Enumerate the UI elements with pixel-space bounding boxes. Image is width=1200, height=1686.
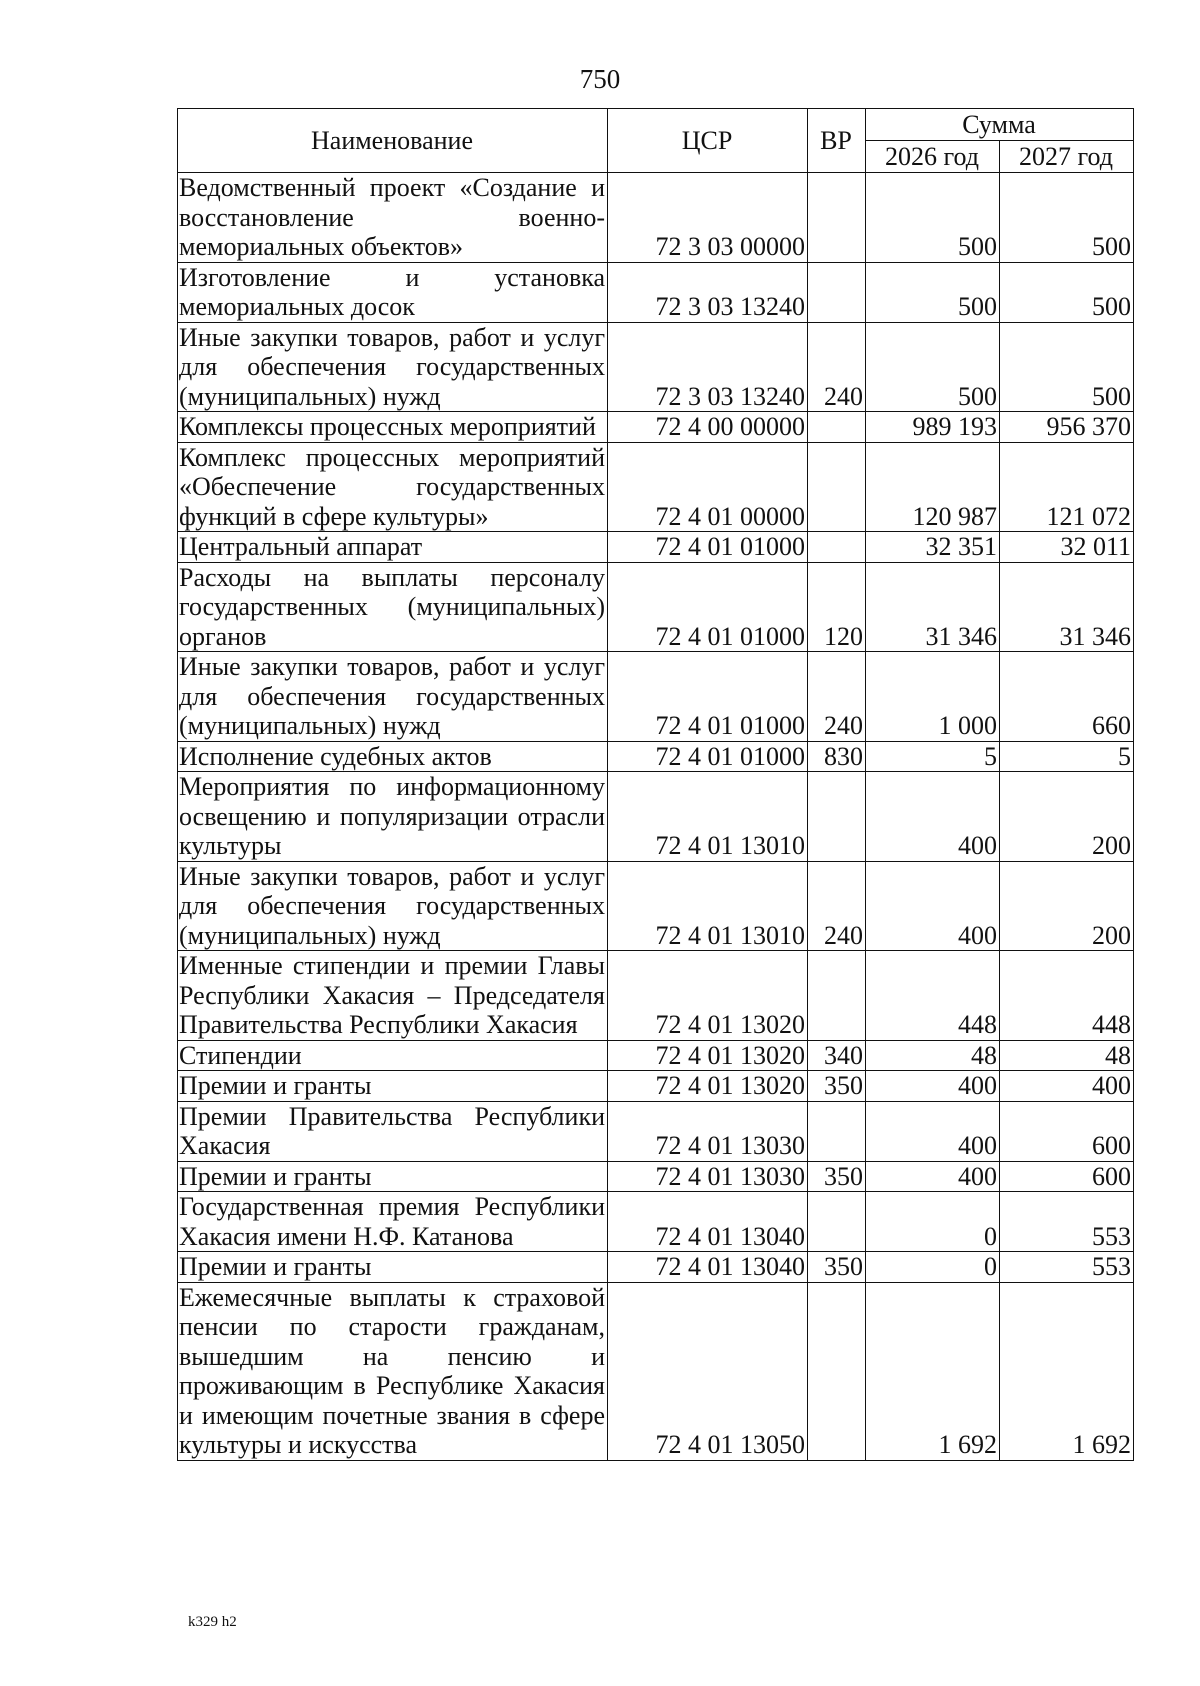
cell-name: Ежемесячные выплаты к страховой пенсии по старости гражданам, вышедшим на пенсию и проживающим в Республике Хакасия и имеющим почетные звания в сфере культуры и искусства: [178, 1282, 608, 1460]
cell-vr: [808, 1192, 866, 1252]
header-sum: Сумма: [866, 109, 1134, 141]
cell-name: Премии и гранты: [178, 1252, 608, 1283]
table-row: [178, 1282, 1134, 1460]
table-header: [178, 109, 1134, 173]
cell-sum-2027: 660: [1000, 652, 1134, 742]
cell-vr: [808, 173, 866, 263]
cell-name: Иные закупки товаров, работ и услуг для обеспечения государственных (муниципальных) нужд: [178, 322, 608, 412]
cell-sum-2027: 600: [1000, 1101, 1134, 1161]
table-row: [178, 442, 1134, 532]
table-row: [178, 1101, 1134, 1161]
cell-name: Исполнение судебных актов: [178, 741, 608, 772]
cell-sum-2027: 500: [1000, 173, 1134, 263]
cell-sum-2026: 400: [866, 1101, 1000, 1161]
cell-vr: [808, 412, 866, 443]
cell-name: Комплексы процессных мероприятий: [178, 412, 608, 443]
cell-vr: [808, 1282, 866, 1460]
cell-name: Премии Правительства Республики Хакасия: [178, 1101, 608, 1161]
table-row: [178, 412, 1134, 443]
cell-csr: 72 4 01 13020: [608, 1040, 808, 1071]
cell-csr: 72 4 01 13030: [608, 1101, 808, 1161]
table-row: [178, 652, 1134, 742]
cell-vr: [808, 262, 866, 322]
cell-vr: 830: [808, 741, 866, 772]
cell-vr: [808, 1101, 866, 1161]
cell-sum-2027: 48: [1000, 1040, 1134, 1071]
cell-csr: 72 3 03 00000: [608, 173, 808, 263]
table-row: [178, 1192, 1134, 1252]
cell-name: Комплекс процессных мероприятий «Обеспечение государственных функций в сфере культуры»: [178, 442, 608, 532]
cell-sum-2026: 400: [866, 1071, 1000, 1102]
table-row: [178, 741, 1134, 772]
cell-vr: 240: [808, 322, 866, 412]
cell-sum-2026: 400: [866, 861, 1000, 951]
cell-sum-2026: 0: [866, 1192, 1000, 1252]
table-row: [178, 772, 1134, 862]
cell-vr: 240: [808, 652, 866, 742]
cell-sum-2026: 1 000: [866, 652, 1000, 742]
budget-table: [177, 108, 1134, 1461]
cell-name: Стипендии: [178, 1040, 608, 1071]
table-row: [178, 173, 1134, 263]
cell-sum-2027: 600: [1000, 1161, 1134, 1192]
table-row: [178, 322, 1134, 412]
cell-sum-2027: 553: [1000, 1192, 1134, 1252]
cell-sum-2026: 448: [866, 951, 1000, 1041]
cell-sum-2026: 31 346: [866, 562, 1000, 652]
cell-name: Центральный аппарат: [178, 532, 608, 563]
cell-sum-2027: 448: [1000, 951, 1134, 1041]
cell-vr: [808, 532, 866, 563]
cell-sum-2027: 200: [1000, 772, 1134, 862]
cell-csr: 72 4 01 01000: [608, 562, 808, 652]
cell-csr: 72 4 01 13010: [608, 772, 808, 862]
header-year-2026: 2026 год: [866, 141, 1000, 173]
table-row: [178, 562, 1134, 652]
cell-sum-2027: 553: [1000, 1252, 1134, 1283]
cell-sum-2027: 1 692: [1000, 1282, 1134, 1460]
cell-vr: [808, 442, 866, 532]
cell-sum-2026: 120 987: [866, 442, 1000, 532]
cell-vr: 350: [808, 1071, 866, 1102]
header-vr: ВР: [808, 109, 866, 173]
cell-sum-2027: 956 370: [1000, 412, 1134, 443]
cell-name: Изготовление и установка мемориальных досок: [178, 262, 608, 322]
cell-sum-2026: 400: [866, 1161, 1000, 1192]
table-row: [178, 1040, 1134, 1071]
cell-sum-2027: 32 011: [1000, 532, 1134, 563]
cell-sum-2026: 400: [866, 772, 1000, 862]
footer-code: k329 h2: [188, 1614, 237, 1630]
cell-csr: 72 4 01 01000: [608, 532, 808, 563]
cell-name: Иные закупки товаров, работ и услуг для обеспечения государственных (муниципальных) нужд: [178, 861, 608, 951]
cell-vr: [808, 951, 866, 1041]
cell-name: Премии и гранты: [178, 1071, 608, 1102]
cell-sum-2026: 32 351: [866, 532, 1000, 563]
cell-vr: 350: [808, 1161, 866, 1192]
cell-vr: 240: [808, 861, 866, 951]
cell-name: Премии и гранты: [178, 1161, 608, 1192]
cell-sum-2027: 121 072: [1000, 442, 1134, 532]
cell-sum-2026: 1 692: [866, 1282, 1000, 1460]
cell-sum-2026: 500: [866, 262, 1000, 322]
cell-csr: 72 4 01 13030: [608, 1161, 808, 1192]
cell-csr: 72 3 03 13240: [608, 322, 808, 412]
cell-csr: 72 4 00 00000: [608, 412, 808, 443]
cell-sum-2026: 989 193: [866, 412, 1000, 443]
header-year-2027: 2027 год: [1000, 141, 1134, 173]
cell-csr: 72 4 01 00000: [608, 442, 808, 532]
cell-vr: 340: [808, 1040, 866, 1071]
cell-csr: 72 4 01 13010: [608, 861, 808, 951]
cell-csr: 72 3 03 13240: [608, 262, 808, 322]
header-name: Наименование: [178, 109, 608, 173]
cell-sum-2026: 5: [866, 741, 1000, 772]
page-number: 750: [579, 64, 621, 94]
table-row: [178, 1252, 1134, 1283]
cell-name: Ведомственный проект «Создание и восстановление военно-мемориальных объектов»: [178, 173, 608, 263]
table-row: [178, 861, 1134, 951]
cell-name: Именные стипендии и премии Главы Республики Хакасия – Председателя Правительства Республики Хакасия: [178, 951, 608, 1041]
cell-sum-2027: 31 346: [1000, 562, 1134, 652]
cell-sum-2026: 500: [866, 322, 1000, 412]
header-csr: ЦСР: [608, 109, 808, 173]
table-row: [178, 1161, 1134, 1192]
cell-csr: 72 4 01 13050: [608, 1282, 808, 1460]
cell-sum-2026: 500: [866, 173, 1000, 263]
cell-name: Иные закупки товаров, работ и услуг для обеспечения государственных (муниципальных) нужд: [178, 652, 608, 742]
cell-csr: 72 4 01 13040: [608, 1192, 808, 1252]
cell-csr: 72 4 01 13040: [608, 1252, 808, 1283]
cell-name: Мероприятия по информационному освещению и популяризации отрасли культуры: [178, 772, 608, 862]
table-row: [178, 262, 1134, 322]
cell-name: Государственная премия Республики Хакасия имени Н.Ф. Катанова: [178, 1192, 608, 1252]
cell-vr: [808, 772, 866, 862]
cell-csr: 72 4 01 01000: [608, 741, 808, 772]
cell-csr: 72 4 01 13020: [608, 1071, 808, 1102]
table-body: [178, 173, 1134, 1461]
cell-sum-2026: 48: [866, 1040, 1000, 1071]
table-row: [178, 951, 1134, 1041]
cell-sum-2027: 500: [1000, 322, 1134, 412]
cell-sum-2027: 200: [1000, 861, 1134, 951]
cell-csr: 72 4 01 13020: [608, 951, 808, 1041]
cell-vr: 350: [808, 1252, 866, 1283]
cell-sum-2026: 0: [866, 1252, 1000, 1283]
cell-sum-2027: 500: [1000, 262, 1134, 322]
table-row: [178, 532, 1134, 563]
cell-name: Расходы на выплаты персоналу государственных (муниципальных) органов: [178, 562, 608, 652]
cell-vr: 120: [808, 562, 866, 652]
table-row: [178, 1071, 1134, 1102]
cell-sum-2027: 400: [1000, 1071, 1134, 1102]
cell-csr: 72 4 01 01000: [608, 652, 808, 742]
cell-sum-2027: 5: [1000, 741, 1134, 772]
